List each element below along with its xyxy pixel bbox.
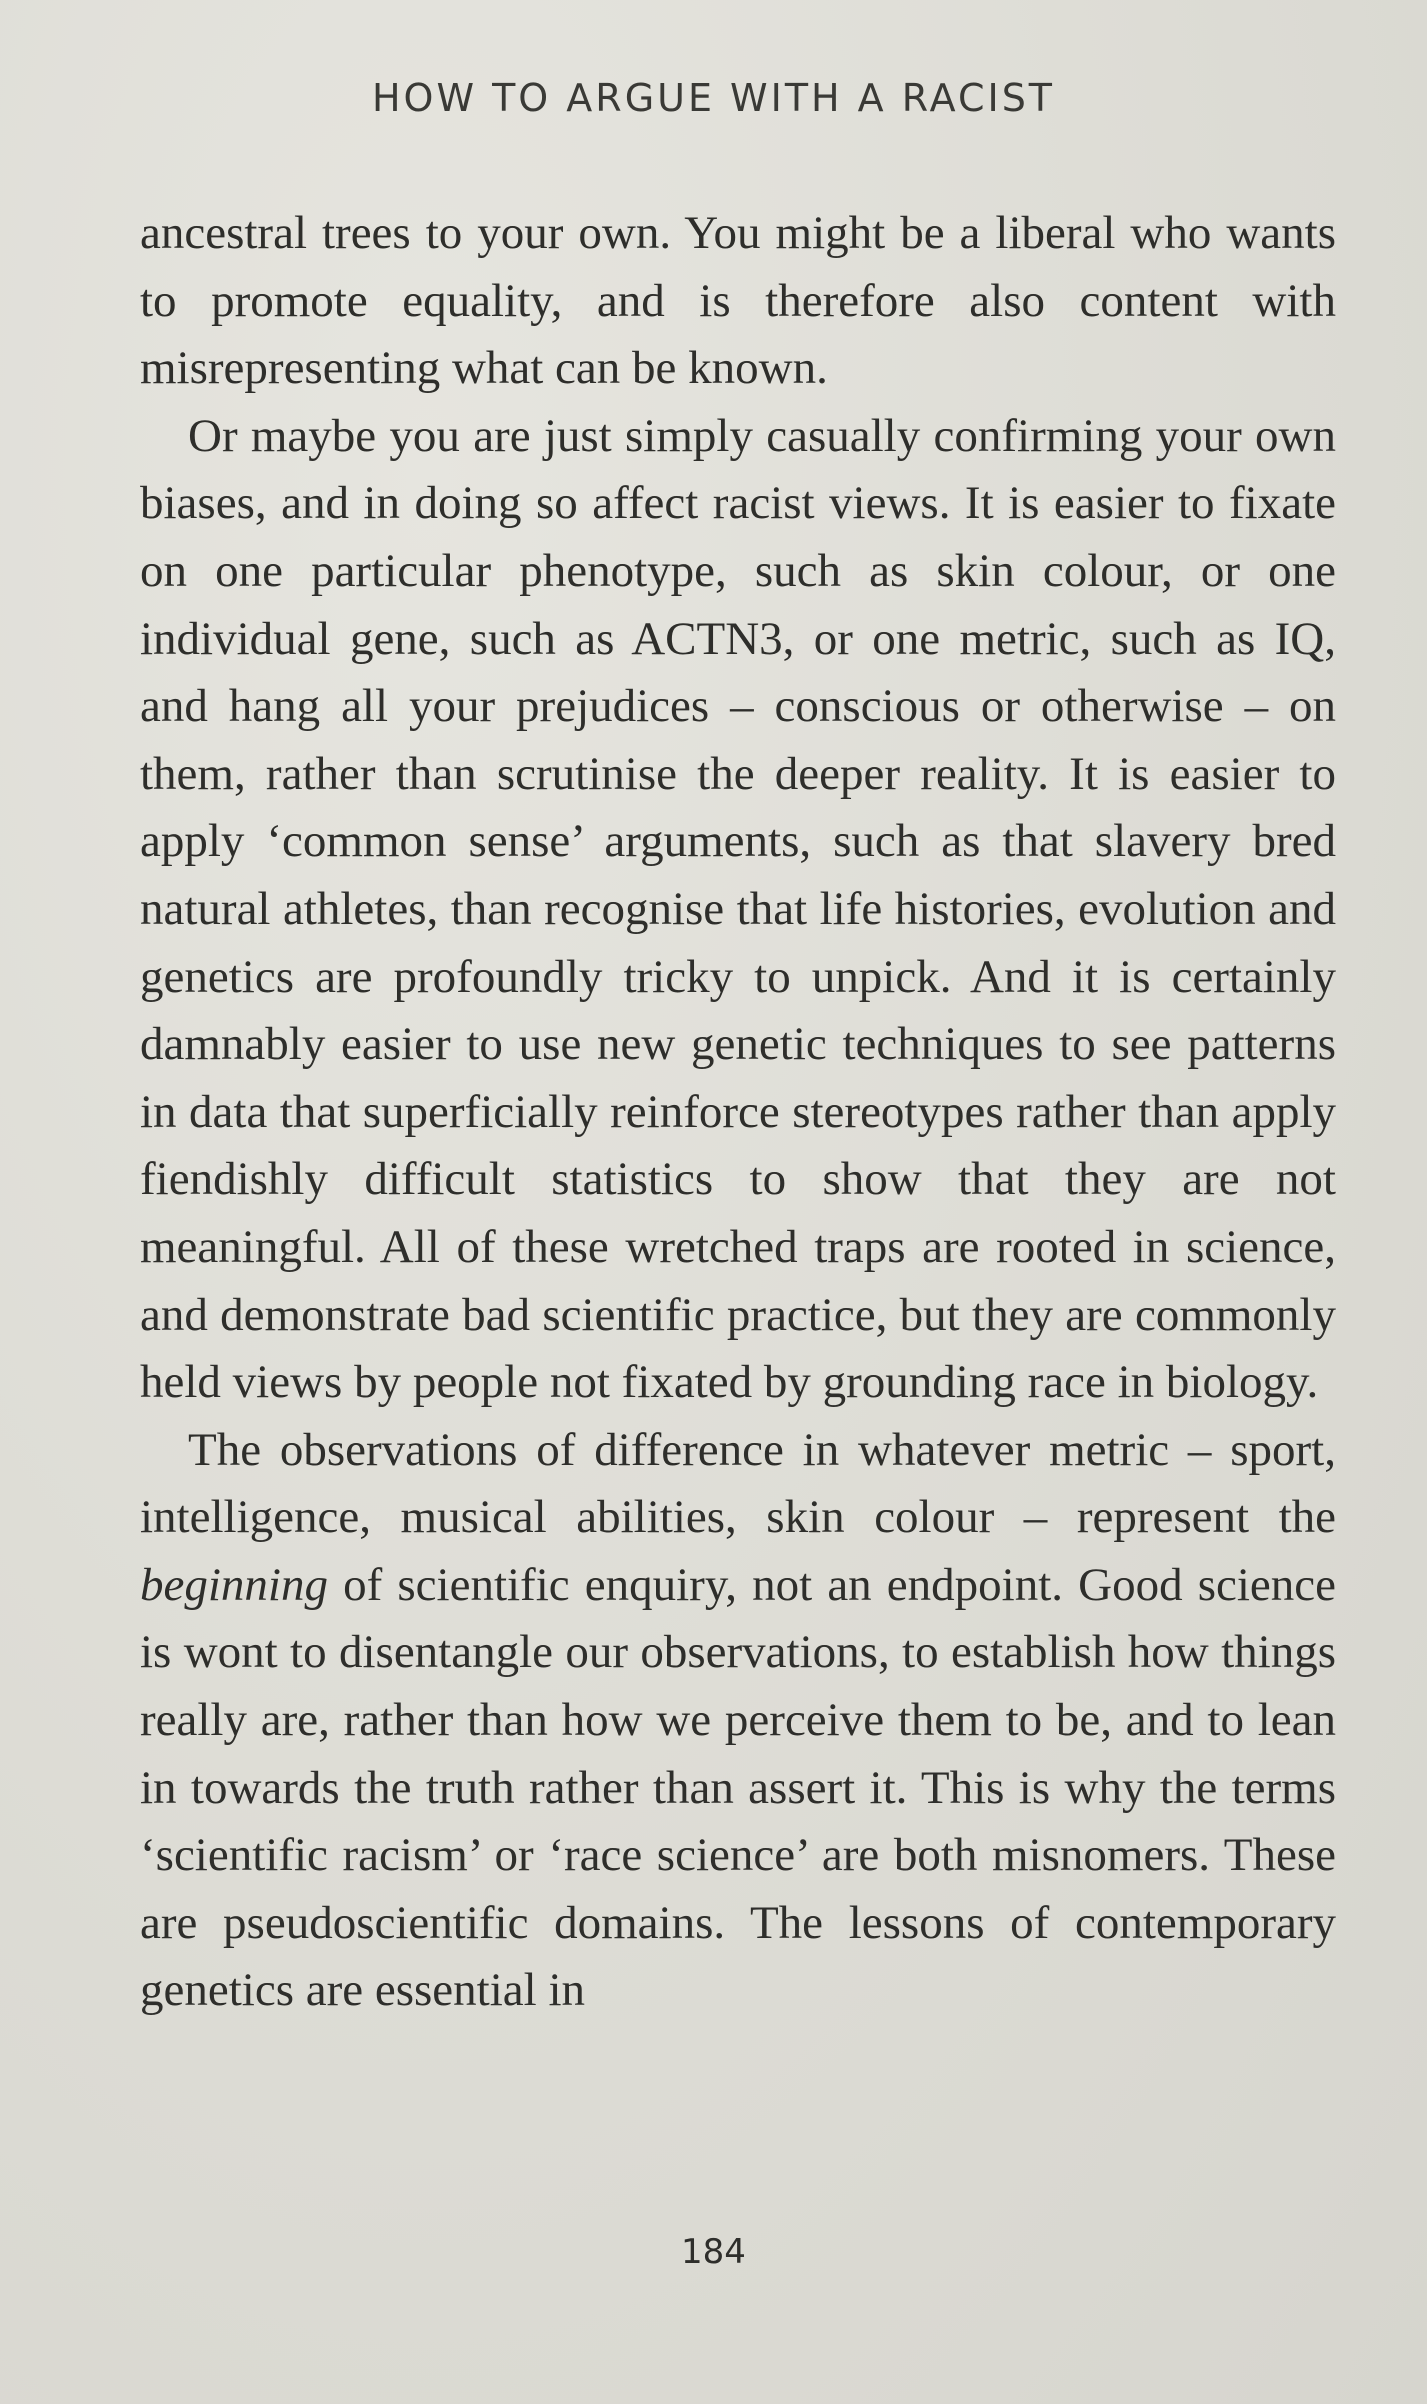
paragraph-observations [140, 1417, 1336, 2025]
page-number: 184 [681, 2232, 746, 2272]
running-head: HOW TO ARGUE WITH A RACIST [371, 76, 1056, 120]
paragraph-biases: Or maybe you are just simply casually confirming your own biases, and in doing so affect racist views. It is easier to fixate on one particular phenotype, such as skin colour, or one individual gene, such as ACTN3, or one metric, such as IQ, and hang all your prejudices – conscious or otherwise – on them, rather than scrutinise the deeper reality. It is easier to apply ‘common sense’ arguments, such as that slavery bred natural athletes, than recognise that life histories, evolution and genetics are profoundly tricky to unpick. And it is certainly damnably easier to use new genetic techniques to see patterns in data that superficially reinforce stereotypes rather than apply fiendishly difficult statistics to show that they are not meaningful. All of these wretched traps are rooted in science, and demonstrate bad scientific practice, but they are commonly held views by people not fixated by grounding race in biology. [140, 409, 1336, 1409]
paragraph-observations-part2: of scientific enquiry, not an endpoint. Good science is wont to disentangle our observations, to establish how things really are, rather than how we perceive them to be, and to lean in towards the truth rather than assert it. This is why the terms ‘scientific racism’ or ‘race science’ are both misnomers. These are pseudoscientific domains. The lessons of contemporary genetics are essential in [140, 1558, 1336, 2017]
paragraph-continued: ancestral trees to your own. You might be a liberal who wants to promote equality, and is therefore also content with misrepresenting what can be known. [140, 207, 1336, 395]
italic-term-beginning: beginning [140, 1558, 328, 1611]
paragraph-observations-part1: The observations of difference in whatever metric – sport, intelligence, musical abilities, skin colour – represent the [140, 1423, 1336, 1544]
body-text [140, 200, 1336, 2025]
